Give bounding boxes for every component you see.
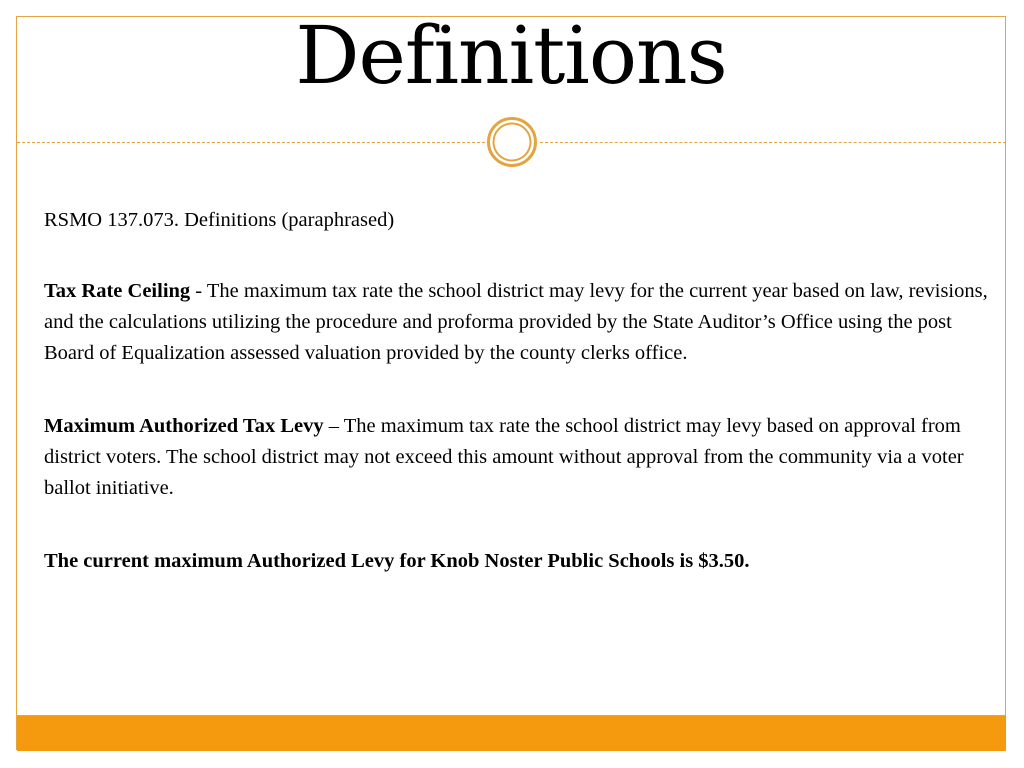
slide-title: Definitions xyxy=(295,9,727,102)
statute-reference: RSMO 137.073. Definitions (paraphrased) xyxy=(44,209,395,231)
slide-body xyxy=(44,205,989,577)
footer-accent-bar xyxy=(17,715,1006,751)
definition-tax-rate-ceiling xyxy=(44,276,989,369)
title-divider-right xyxy=(540,142,1006,143)
circle-ornament-icon xyxy=(486,116,538,168)
definition-term: Maximum Authorized Tax Levy xyxy=(44,415,324,437)
title-divider-left xyxy=(17,142,485,143)
definition-maximum-authorized-tax-levy xyxy=(44,411,989,504)
levy-summary: The current maximum Authorized Levy for Knob Noster Public Schools is $3.50. xyxy=(44,550,750,572)
definition-text: The maximum tax rate the school district may levy for the current year based on law, revisions, and the calculations utilizing the procedure and proforma provided by the State Auditor’s Office using the post Board of Equalization assessed valuation provided by the county clerks office. xyxy=(44,280,988,364)
definition-text: The maximum tax rate the school district may levy based on approval from district voters. The school district may not exceed this amount without approval from the community via a voter ballot initiative. xyxy=(44,415,964,499)
definition-separator: - xyxy=(190,280,207,302)
definition-term: Tax Rate Ceiling xyxy=(44,280,191,302)
definition-separator: – xyxy=(323,415,344,437)
